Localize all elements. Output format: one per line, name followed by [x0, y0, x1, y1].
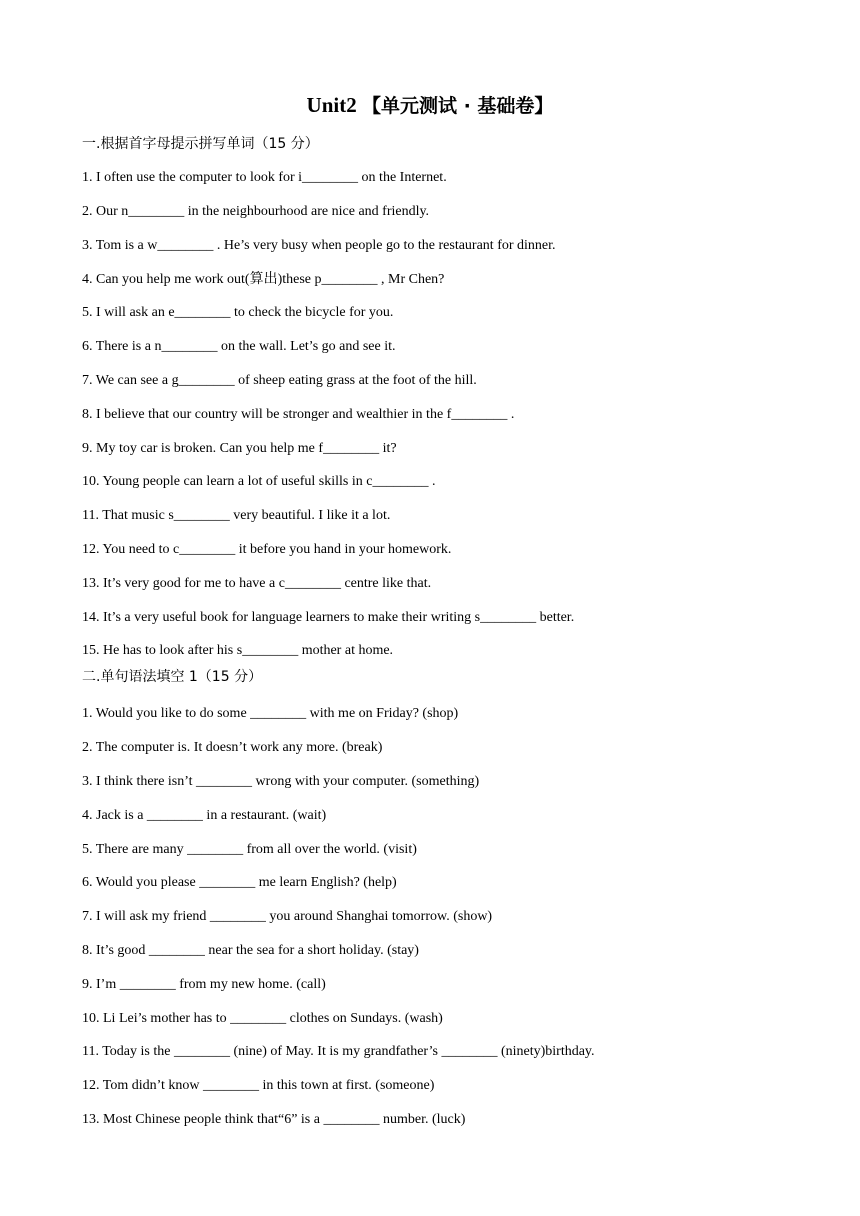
question-2-1: 1. Would you like to do some ________ with me on Friday? (shop) — [82, 706, 459, 721]
question-2-6: 6. Would you please ________ me learn English? (help) — [82, 875, 397, 890]
question-2-5: 5. There are many ________ from all over the world. (visit) — [82, 842, 417, 857]
question-1-10: 10. Young people can learn a lot of useful skills in c________ . — [82, 474, 436, 489]
question-1-1: 1. I often use the computer to look for i________ on the Internet. — [82, 170, 447, 185]
question-1-9: 9. My toy car is broken. Can you help me f________ it? — [82, 441, 397, 456]
section-1-heading: 一.根据首字母提示拼写单词（15 分） — [82, 136, 319, 152]
question-1-3: 3. Tom is a w________ . He’s very busy when people go to the restaurant for dinner. — [82, 238, 556, 253]
question-1-6: 6. There is a n________ on the wall. Let’s go and see it. — [82, 339, 396, 354]
question-2-9: 9. I’m ________ from my new home. (call) — [82, 977, 326, 992]
question-1-4: 4. Can you help me work out(算出)these p________ , Mr Chen? — [82, 272, 445, 287]
question-2-13: 13. Most Chinese people think that“6” is a ________ number. (luck) — [82, 1112, 466, 1127]
question-1-8: 8. I believe that our country will be stronger and wealthier in the f________ . — [82, 407, 515, 422]
section-2-heading: 二.单句语法填空 1（15 分） — [82, 669, 263, 685]
title-unit: Unit2 — [306, 93, 357, 117]
question-2-4: 4. Jack is a ________ in a restaurant. (wait) — [82, 808, 327, 823]
question-2-3: 3. I think there isn’t ________ wrong with your computer. (something) — [82, 774, 480, 789]
question-2-8: 8. It’s good ________ near the sea for a short holiday. (stay) — [82, 943, 419, 958]
question-1-7: 7. We can see a g________ of sheep eating grass at the foot of the hill. — [82, 373, 477, 388]
question-1-12: 12. You need to c________ it before you hand in your homework. — [82, 542, 452, 557]
question-1-14: 14. It’s a very useful book for language learners to make their writing s________ better. — [82, 610, 575, 625]
question-2-7: 7. I will ask my friend ________ you around Shanghai tomorrow. (show) — [82, 909, 493, 924]
title-subtitle: 【单元测试 · 基础卷】 — [361, 95, 554, 117]
question-1-5: 5. I will ask an e________ to check the bicycle for you. — [82, 305, 394, 320]
page-title — [0, 90, 860, 121]
question-2-2: 2. The computer is. It doesn’t work any more. (break) — [82, 740, 383, 755]
question-1-15: 15. He has to look after his s________ mother at home. — [82, 643, 394, 658]
question-2-12: 12. Tom didn’t know ________ in this town at first. (someone) — [82, 1078, 435, 1093]
question-1-11: 11. That music s________ very beautiful. I like it a lot. — [82, 508, 391, 523]
question-2-11: 11. Today is the ________ (nine) of May. It is my grandfather’s ________ (ninety)birthday. — [82, 1044, 595, 1059]
question-1-2: 2. Our n________ in the neighbourhood are nice and friendly. — [82, 204, 430, 219]
question-1-13: 13. It’s very good for me to have a c________ centre like that. — [82, 576, 432, 591]
question-2-10: 10. Li Lei’s mother has to ________ clothes on Sundays. (wash) — [82, 1011, 443, 1026]
